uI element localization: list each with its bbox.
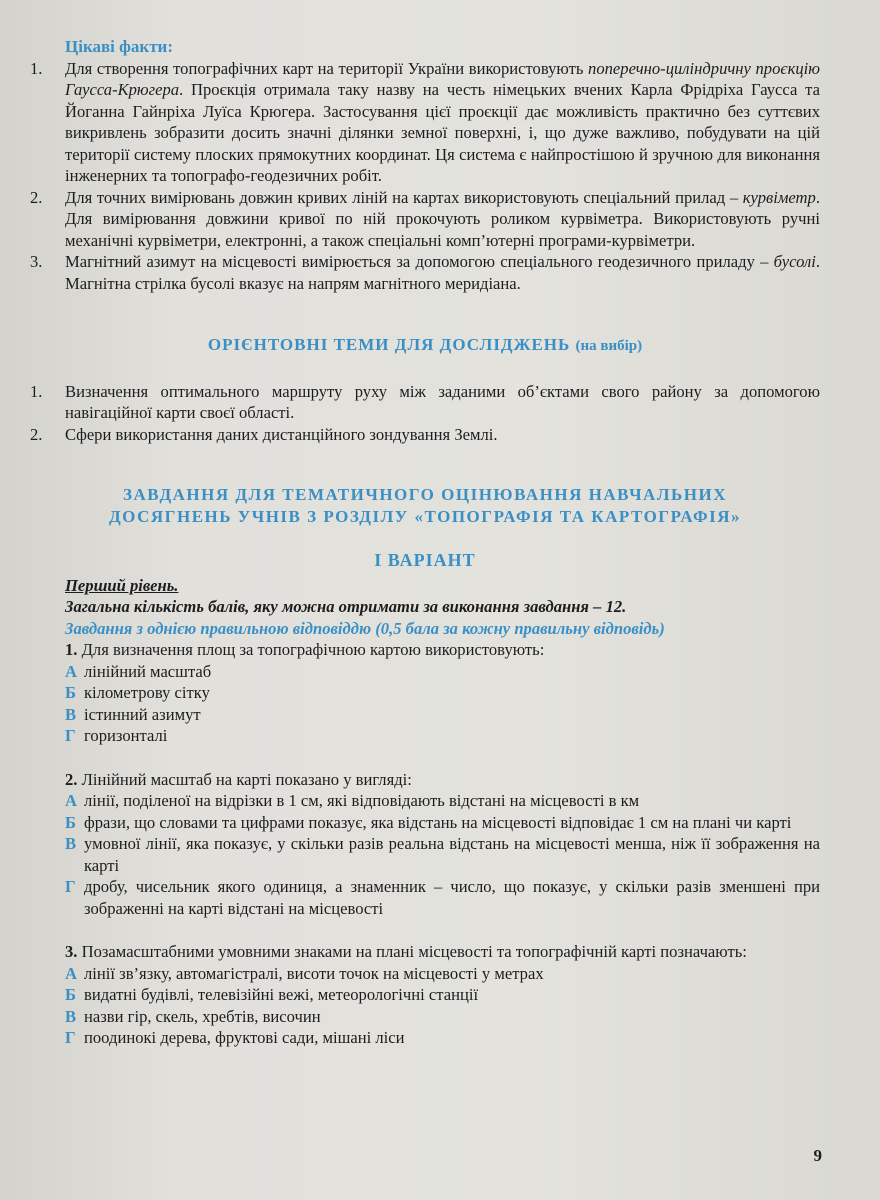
- question-number: 2.: [65, 769, 78, 789]
- answer-option: [30, 1006, 820, 1028]
- answer-text: фрази, що словами та цифрами показує, яка відстань на місцевості відповідає 1 см на плані чи карті: [84, 812, 792, 832]
- answer-option: [30, 833, 820, 876]
- fact-text: Для точних вимірювань довжин кривих ліній на картах використовують спеціальний прилад –: [65, 187, 743, 207]
- answer-letter: Б: [65, 985, 76, 1004]
- answer-text: видатні будівлі, телевізійні вежі, метеорологічні станції: [84, 985, 479, 1004]
- answer-text: істинний азимут: [84, 704, 201, 724]
- level-block: [30, 575, 820, 640]
- answer-option: [30, 704, 820, 726]
- research-item: [30, 381, 820, 424]
- answer-text: дробу, чисельник якого одиниця, а знаменник – число, що показує, у скільки разів зменшені при зображенні на карті відстані на місцевості: [84, 877, 820, 918]
- answer-letter: Г: [65, 726, 76, 745]
- fact-item: [30, 251, 820, 294]
- answer-letter: В: [65, 834, 77, 853]
- fact-item: [30, 58, 820, 187]
- answer-letter: Г: [65, 877, 76, 896]
- answer-text: лінії зв’язку, автомагістралі, висоти точок на місцевості у метрах: [84, 963, 544, 983]
- question-block: [30, 941, 820, 1049]
- fact-text: Магнітний азимут на місцевості вимірюється за допомогою спеціального геодезичного приладу –: [65, 252, 774, 271]
- facts-list: [30, 58, 820, 295]
- research-item: [30, 424, 820, 446]
- facts-title: Цікаві факти:: [65, 37, 174, 56]
- answer-option: [30, 963, 820, 985]
- question-prompt: Позамасштабними умовними знаками на плані місцевості та топографічній карті позначають:: [77, 942, 747, 961]
- answer-letter: Б: [65, 812, 76, 832]
- research-number: 1.: [30, 381, 43, 401]
- question-prompt: Для визначення площ за топографічною картою використовують:: [77, 640, 545, 659]
- answer-text: кілометрову сітку: [84, 683, 210, 702]
- answer-letter: В: [65, 1006, 77, 1026]
- page-number: 9: [813, 1146, 822, 1165]
- answer-text: поодинокі дерева, фруктові сади, мішані ліси: [84, 1028, 405, 1047]
- fact-term: курвіметр: [742, 187, 816, 207]
- answer-letter: Б: [65, 683, 76, 702]
- answer-text: умовної лінії, яка показує, у скільки разів реальна відстань на місцевості менша, ніж її зображення на карті: [84, 834, 820, 875]
- research-title: [30, 334, 820, 358]
- answer-option: [30, 661, 820, 683]
- question-block: [30, 769, 820, 920]
- question-prompt: Лінійний масштаб на карті показано у вигляді:: [77, 769, 412, 789]
- research-title-note: (на вибір): [575, 338, 643, 354]
- answer-option: [30, 790, 820, 812]
- answer-letter: В: [65, 704, 77, 724]
- task-type: Завдання з однією правильною відповіддю (0,5 бала за кожну правильну відповідь): [65, 618, 665, 638]
- question-text: [30, 639, 820, 661]
- answer-option: [30, 812, 820, 834]
- answer-option: [30, 682, 820, 704]
- answer-letter: А: [65, 791, 77, 810]
- answer-option: [30, 984, 820, 1006]
- question-text: [30, 769, 820, 791]
- research-list: [30, 381, 820, 446]
- research-text: Визначення оптимального маршруту руху між заданими об’єктами свого району за допомогою навігаційної карти своєї області.: [65, 381, 820, 422]
- answer-text: лінійний масштаб: [84, 661, 212, 681]
- research-text: Сфери використання даних дистанційного зондування Землі.: [65, 424, 498, 444]
- fact-term: бусолі: [773, 252, 816, 271]
- answer-letter: Г: [65, 1028, 76, 1047]
- answer-option: [30, 1027, 820, 1049]
- fact-term: поперечно-циліндричну проєкцію Гаусса-Крюгера: [65, 58, 820, 99]
- answer-option: [30, 725, 820, 747]
- fact-text: . Проєкція отримала таку назву на честь німецьких вчених Карла Фрідріха Гаусса та Йоганна Гайнріха Луїса Крюгера. Застосування цієї проєкції дає можливість практично без суттєвих викривлень зобразити досить значні ділянки земної поверхні, і, що дуже важливо, побудувати на цій території систему плоских прямокутних координат. Ця система є найпростішою й зручною для виконання інженерних та топографо-геодезичних робіт.: [65, 80, 820, 185]
- research-title-text: ОРІЄНТОВНІ ТЕМИ ДЛЯ ДОСЛІДЖЕНЬ: [207, 335, 571, 354]
- answer-text: горизонталі: [84, 726, 168, 745]
- fact-item: [30, 187, 820, 252]
- answer-option: [30, 876, 820, 919]
- question-number: 1.: [65, 640, 78, 659]
- fact-number: 1.: [30, 58, 43, 78]
- test-title-line: ЗАВДАННЯ ДЛЯ ТЕМАТИЧНОГО ОЦІНЮВАННЯ НАВЧАЛЬНИХ: [123, 485, 727, 504]
- fact-text: Для створення топографічних карт на території України використовують: [65, 58, 589, 78]
- answer-letter: А: [65, 661, 77, 681]
- question-number: 3.: [65, 942, 78, 961]
- fact-text: . Магнітна стрілка бусолі вказує на напрям магнітного меридіана.: [65, 252, 820, 293]
- variant-title: І ВАРІАНТ: [374, 550, 476, 570]
- question-text: [30, 941, 820, 963]
- level-heading: Перший рівень.: [65, 575, 179, 595]
- fact-number: 2.: [30, 187, 43, 207]
- test-title-line: ДОСЯГНЕНЬ УЧНІВ З РОЗДІЛУ «ТОПОГРАФІЯ ТА КАРТОГРАФІЯ»: [108, 507, 742, 526]
- answer-letter: А: [65, 963, 77, 983]
- test-title: [30, 484, 820, 528]
- research-number: 2.: [30, 424, 43, 444]
- answer-text: назви гір, скель, хребтів, височин: [84, 1006, 321, 1026]
- question-block: [30, 639, 820, 747]
- fact-text: . Для вимірювання довжини кривої по ній прокочують роликом курвіметра. Використовують ручні механічні курвіметри, електронні, а також спеціальні комп’ютерні програми-курвіметри.: [65, 187, 820, 250]
- total-points: Загальна кількість балів, яку можна отримати за виконання завдання – 12.: [65, 597, 627, 616]
- fact-number: 3.: [30, 252, 43, 271]
- answer-text: лінії, поділеної на відрізки в 1 см, які відповідають відстані на місцевості в км: [84, 791, 640, 810]
- page-content: [30, 36, 820, 1049]
